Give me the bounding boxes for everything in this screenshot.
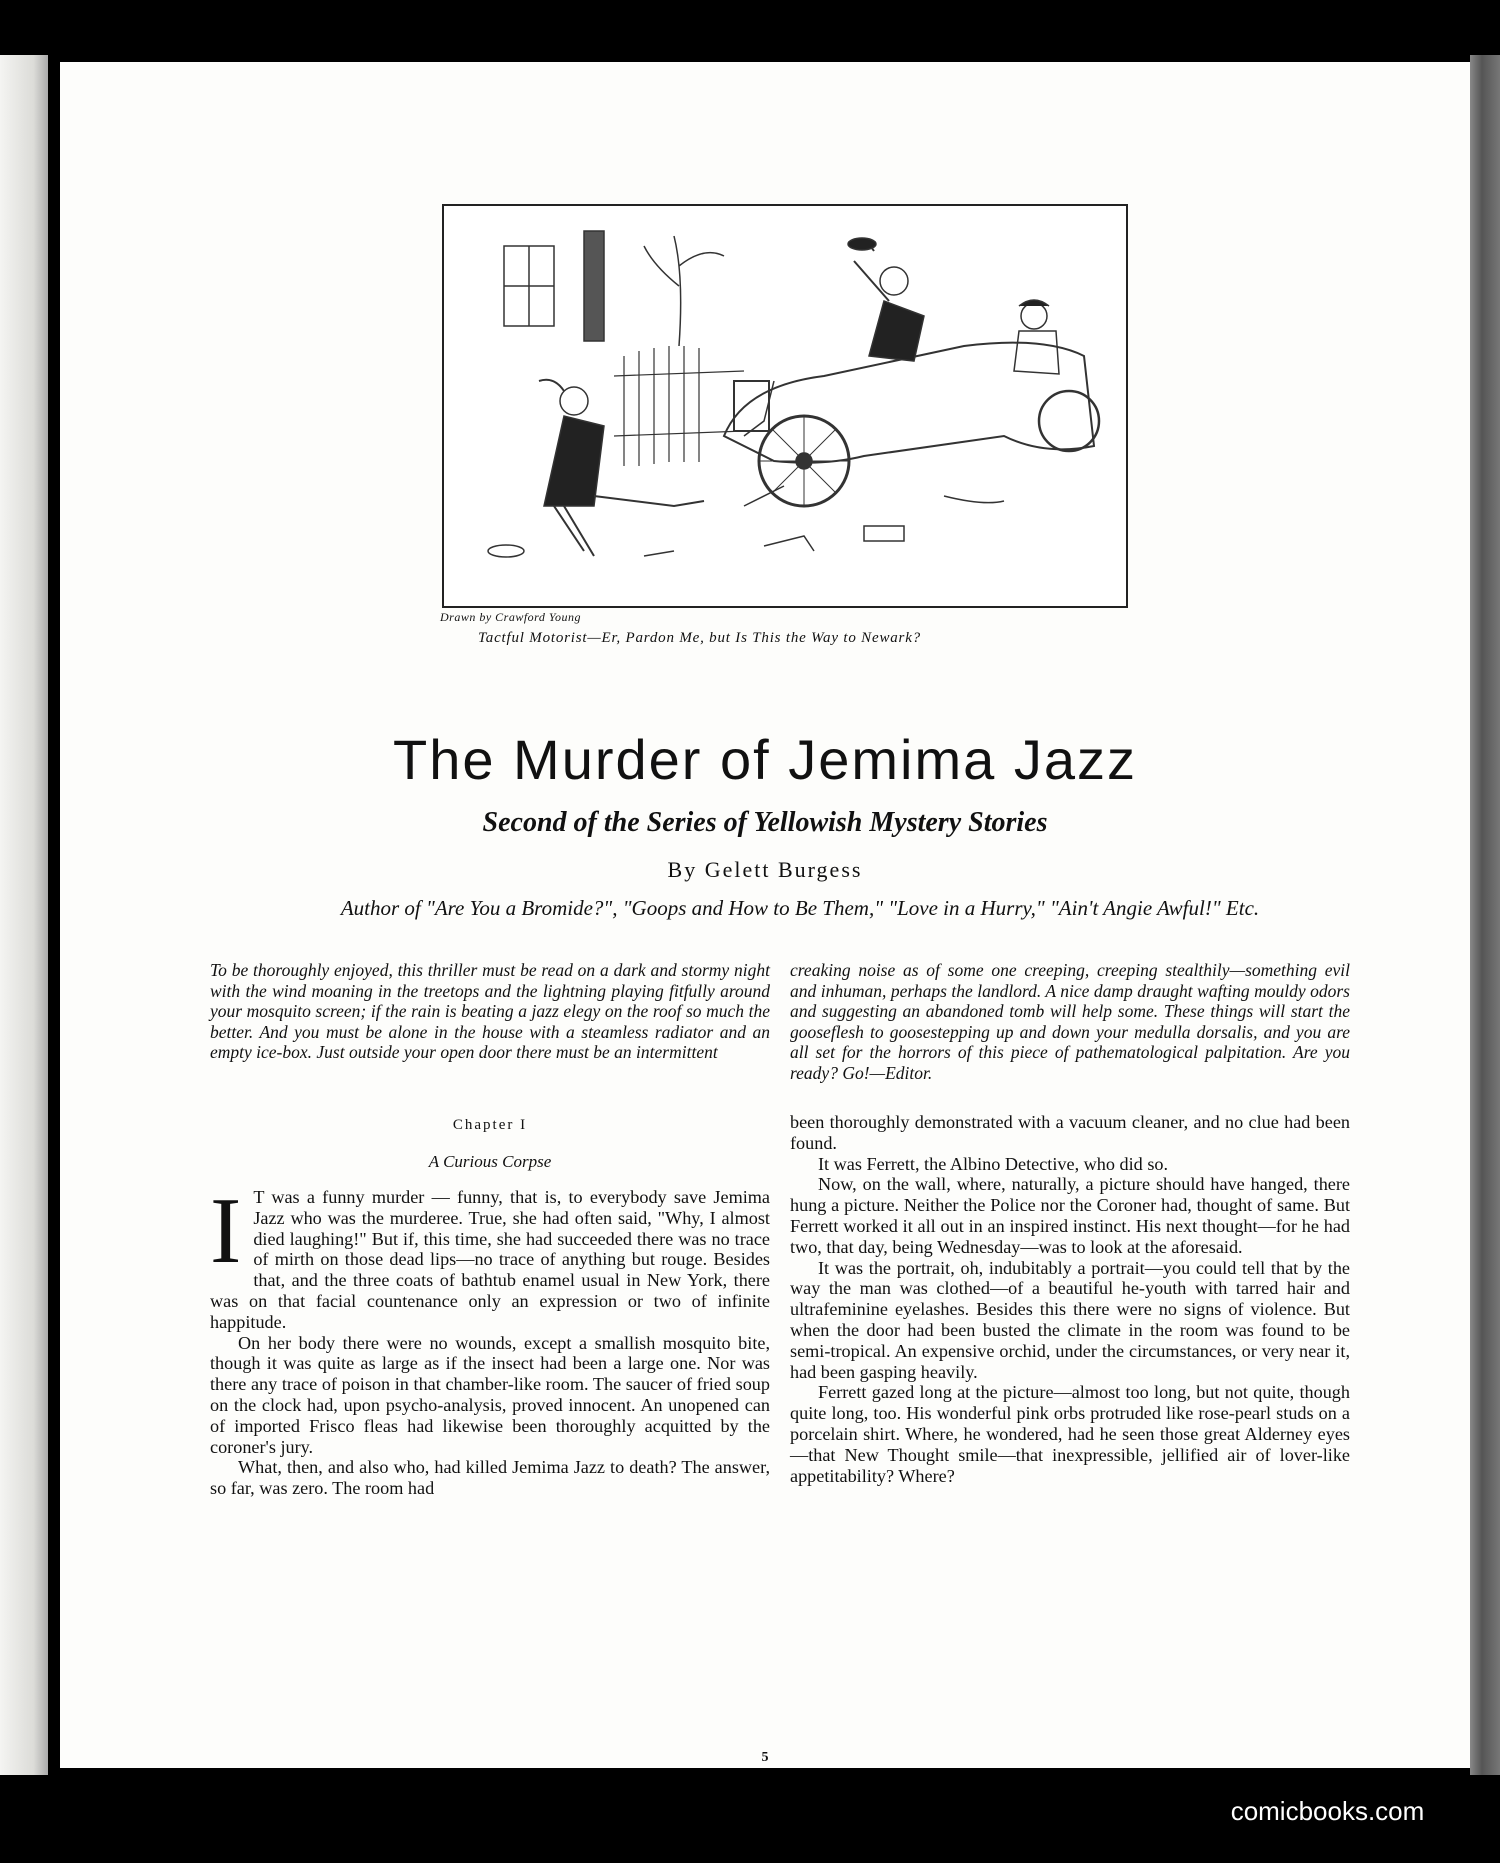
paragraph: What, then, and also who, had killed Jemima Jazz to death? The answer, so far, was zero. The room had xyxy=(210,1457,770,1499)
illustration-credit: Drawn by Crawford Young xyxy=(440,610,581,624)
editor-intro-right: creaking noise as of some one creeping, creeping stealthily—something evil and inhuman, perhaps the landlord. A nice damp draught wafting mouldy odors and suggesting an abandoned tomb will help some. These things will start the gooseflesh to goosestepping up and down your medulla dorsalis, and you are all set for the horrors of this piece of pathematological palpitation. Are you ready? Go!—Editor. xyxy=(790,960,1350,1083)
paragraph: Ferrett gazed long at the picture—almost too long, but not quite, though quite long, too. His wonderful pink orbs protruded like rose-pearl studs on a porcelain shirt. Where, he wondered, had he seen those great Alderney eyes—that New Thought smile—that inexpressible, jellified air of lover-like appetitability? Where? xyxy=(790,1382,1350,1486)
drop-cap: I xyxy=(210,1179,242,1283)
chapter-heading: Chapter I xyxy=(452,1117,528,1133)
site-watermark: comicbooks.com xyxy=(1175,1789,1480,1833)
cartoon-illustration xyxy=(442,204,1128,608)
paragraph: It was the portrait, oh, indubitably a portrait—you could tell that by the way the man was clothed—of a beautiful he-youth with tarred hair and ultrafeminine eyelashes. Besides this there were no signs of violence. But when the door had been busted the climate in the room was found to be semi-tropical. An expensive orchid, under the circumstances, or very near it, had been gasping heavily. xyxy=(790,1257,1350,1382)
article-byline: By Gelett Burgess xyxy=(667,857,863,882)
magazine-page xyxy=(60,62,1470,1768)
paragraph: It was Ferrett, the Albino Detective, who did so. xyxy=(818,1153,1169,1174)
article-subtitle: Second of the Series of Yellowish Mystery Stories xyxy=(482,807,1048,838)
paragraph: been thoroughly demonstrated with a vacuum cleaner, and no clue had been found. xyxy=(790,1112,1350,1153)
page-edge xyxy=(1470,55,1500,1775)
paragraph: On her body there were no wounds, except a smallish mosquito bite, though it was quite as large as if the insect had been a large one. Nor was there any trace of poison in that chamber-like room. The saucer of fried soup on the clock had, upon psycho-analysis, proved innocent. An unopened can of imported Frisco fleas had likewise been thoroughly acquitted by the coroner's jury. xyxy=(210,1332,770,1457)
paragraph: I T was a funny murder — funny, that is, to everybody save Jemima Jazz who was the murderee. True, she had often said, "Why, I almost died laughing!" But if, this time, she had succeeded there was no trace of mirth on those dead lips—no trace of anything but rouge. Besides that, and the three coats of bathtub enamel usual in New York, there was on that facial countenance only an expression or two of infinite happitude. xyxy=(210,1179,770,1332)
body-column-right xyxy=(790,1112,1350,1486)
paragraph: Now, on the wall, where, naturally, a picture should have hanged, there hung a picture. Neither the Police nor the Coroner had, thought of same. But Ferrett worked it all out in an inspired instinct. His next thought—for he had two, that day, being Wednesday—was to look at the aforesaid. xyxy=(790,1174,1350,1257)
page-number: 5 xyxy=(761,1750,769,1765)
editor-intro-left: To be thoroughly enjoyed, this thriller must be read on a dark and stormy night with the wind moaning in the treetops and the lightning playing fitfully around your mosquito screen; if the rain is beating a jazz elegy on the roof so much the better. And you must be alone in the house with a steamless radiator and an empty ice-box. Just outside your open door there must be an intermittent xyxy=(210,960,770,1062)
book-binding xyxy=(0,55,48,1775)
body-column-left xyxy=(210,1179,770,1499)
author-credits: Author of "Are You a Bromide?", "Goops and How to Be Them," "Love in a Hurry," "Ain't Angie Awful!" Etc. xyxy=(340,896,1260,920)
street-scene-drawing xyxy=(444,206,1126,606)
illustration-caption: Tactful Motorist—Er, Pardon Me, but Is This the Way to Newark? xyxy=(478,630,921,646)
chapter-title: A Curious Corpse xyxy=(428,1152,552,1171)
article-title: The Murder of Jemima Jazz xyxy=(393,728,1137,791)
